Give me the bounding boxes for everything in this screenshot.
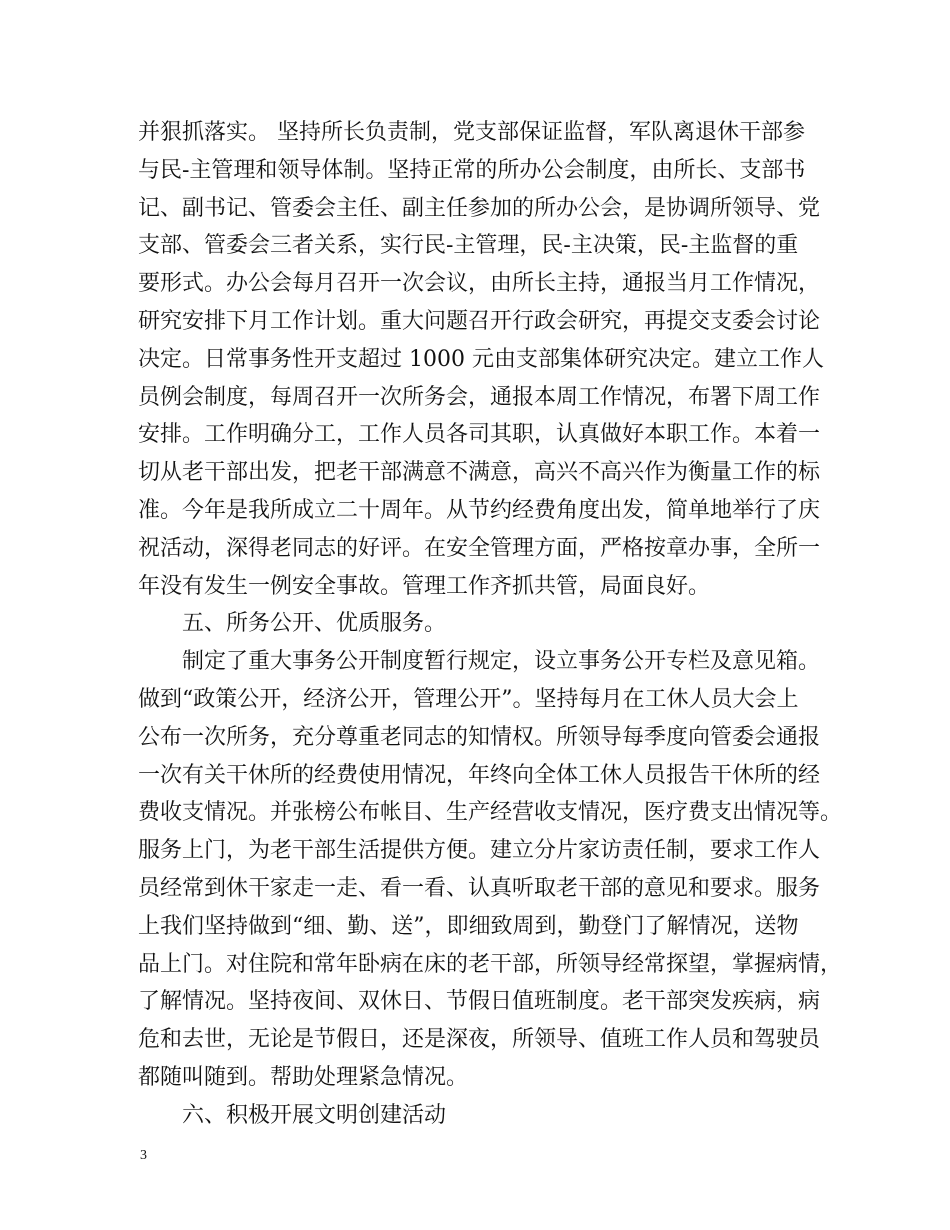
text-line: 与民-主管理和领导体制。坚持正常的所办公会制度，由所长、支部书 — [138, 157, 806, 183]
text-line: 品上门。对住院和常年卧病在床的老干部，所领导经常探望，掌握病情， — [138, 951, 843, 977]
text-line: 支部、管委会三者关系，实行民-主管理，民-主决策，民-主监督的重 — [138, 233, 799, 259]
page-number: 3 — [140, 1148, 147, 1163]
text-line: 都随叫随到。帮助处理紧急情况。 — [138, 1064, 469, 1090]
text-line: 要形式。办公会每月召开一次会议，由所长主持，通报当月工作情况， — [138, 271, 821, 297]
text-line: 一次有关干休所的经费使用情况，年终向全体工休人员报告干休所的经 — [138, 762, 821, 788]
section-heading: 六、积极开展文明创建活动 — [182, 1102, 447, 1128]
text-line: 并狠抓落实。 坚持所长负责制，党支部保证监督，军队离退休干部参 — [138, 120, 805, 145]
text-line: 员例会制度，每周召开一次所务会，通报本周工作情况，布署下周工作 — [138, 384, 821, 410]
section-heading: 五、所务公开、优质服务。 — [182, 611, 447, 637]
body-text — [138, 114, 843, 1135]
text-line: 祝活动，深得老同志的好评。在安全管理方面，严格按章办事，全所一 — [138, 535, 821, 561]
text-line: 费收支情况。并张榜公布帐目、生产经营收支情况，医疗费支出情况等。 — [138, 800, 843, 826]
text-line: 了解情况。坚持夜间、双休日、节假日值班制度。老干部突发疾病，病 — [138, 989, 821, 1015]
text-line: 员经常到休干家走一走、看一看、认真听取老干部的意见和要求。服务 — [138, 875, 821, 901]
text-line: 记、副书记、管委会主任、副主任参加的所办公会，是协调所领导、党 — [138, 195, 821, 221]
text-line: 做到“政策公开，经济公开，管理公开”。坚持每月在工休人员大会上 — [138, 686, 799, 712]
text-line: 公布一次所务，充分尊重老同志的知情权。所领导每季度向管委会通报 — [138, 724, 821, 750]
text-line: 决定。日常事务性开支超过 1000 元由支部集体研究决定。建立工作人 — [138, 346, 824, 372]
text-line: 年没有发生一例安全事故。管理工作齐抓共管，局面良好。 — [138, 573, 711, 599]
text-line: 准。今年是我所成立二十周年。从节约经费角度出发，简单地举行了庆 — [138, 497, 821, 523]
text-line: 研究安排下月工作计划。重大问题召开行政会研究，再提交支委会讨论 — [138, 308, 821, 334]
paragraph-start-line: 制定了重大事务公开制度暂行规定，设立事务公开专栏及意见箱。 — [182, 649, 821, 675]
text-line: 服务上门，为老干部生活提供方便。建立分片家访责任制，要求工作人 — [138, 838, 821, 864]
text-line: 危和去世，无论是节假日，还是深夜，所领导、值班工作人员和驾驶员 — [138, 1027, 821, 1053]
text-line: 切从老干部出发，把老干部满意不满意，高兴不高兴作为衡量工作的标 — [138, 460, 821, 486]
text-line: 安排。工作明确分工，工作人员各司其职，认真做好本职工作。本着一 — [138, 422, 821, 448]
text-line: 上我们坚持做到“细、勤、送”，即细致周到，勤登门了解情况，送物 — [138, 913, 799, 939]
